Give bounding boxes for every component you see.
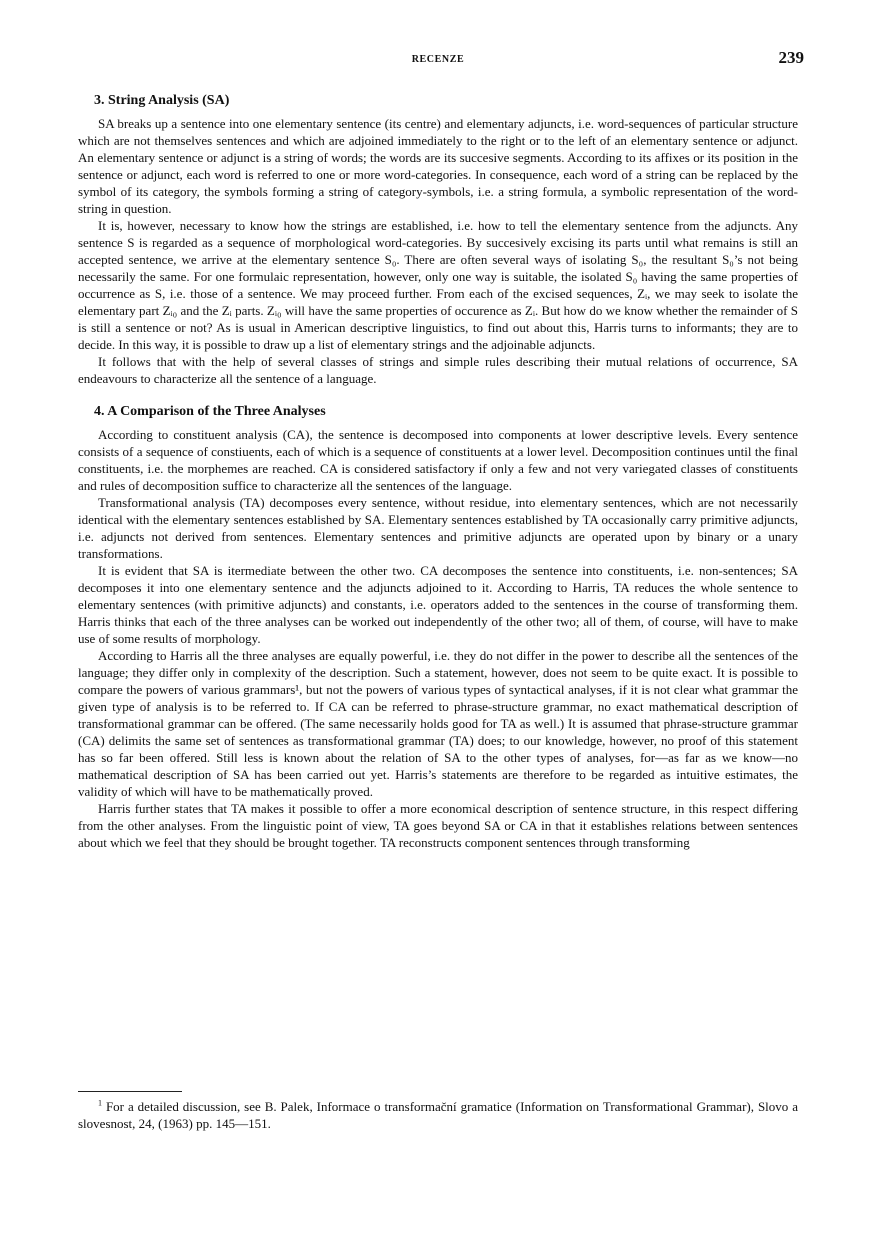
- paragraph: It is evident that SA is itermediate between the other two. CA decomposes the sentence into constituents, i.e. non-sentences; SA decomposes it into one elementary sentence and the adjuncts adjoined to it. According to Harris, TA reduces the whole sentence to elementary sentences (with primitive adjuncts) and constants, i.e. operators added to the sentences in the course of transforming them. Harris thinks that each of the three analyses can be worked out independently of the other two; all of them, of course, will have to make use of some results of morphology.: [78, 563, 798, 646]
- page-number: 239: [778, 48, 804, 67]
- paragraph: According to Harris all the three analyses are equally powerful, i.e. they do not differ in the power to describe all the sentences of the language; they differ only in complexity of the description. Such a statement, however, does not seem to be quite exact. It is possible to compare the powers of various grammars¹, but not the powers of various types of syntactical analyses, if it is not clear what grammar the given type of analysis is to be referred to. If CA can be referred to phrase-structure grammar, no exact mathematical description of transformational grammar can be offered. (The same necessarily holds good for TA as well.) It is assumed that phrase-structure grammar (CA) delimits the same set of sentences as transformational grammar (TA) does; to our knowledge, however, no proof of this statement has so far been offered. Still less is known about the relation of SA to the other types of analyses, for—as far as we know—no mathematical description of SA has been carried out yet. Harris’s statements are therefore to be regarded as intuitive estimates, the validity of which will have to be mathematically proved.: [78, 648, 798, 799]
- paragraph: It is, however, necessary to know how the strings are established, i.e. how to tell the elementary sentence from the adjuncts. Any sentence S is regarded as a sequence of morphological word-categories. By succesively excising its parts until what remains is still an accepted sentence, we arrive at the elementary sentence S₀. There are often several ways of isolating S₀, the resultant S₀’s not being necessarily the same. For one formulaic representation, however, only one way is suitable, the isolated S₀ having the same properties of occurrence as S, i.e. those of a sentence. We may proceed further. From each of the excised sequences, Zᵢ, we may seek to isolate the elementary part Zᵢ₀ and the Zᵢ parts. Zᵢ₀ will have the same properties of occurence as Zᵢ. But how do we know whether the remainder of S is still a sentence or not? As is usual in American descriptive linguistics, to find out about this, Harris turns to informants; they are to decide. In this way, it is possible to draw up a list of elementary strings and the adjoinable adjuncts.: [78, 218, 798, 352]
- section-heading: 4. A Comparison of the Three Analyses: [94, 404, 326, 419]
- footnote-rule: [78, 1091, 182, 1092]
- paragraph: It follows that with the help of several classes of strings and simple rules describing their mutual relations of occurrence, SA endeavours to characterize all the sentence of a language.: [78, 354, 798, 386]
- footnote-text: For a detailed discussion, see B. Palek, Informace o transformační gramatice (Information on Transformational Grammar), Slovo a slovesnost, 24, (1963) pp. 145—151.: [78, 1099, 798, 1131]
- running-head: [78, 48, 804, 70]
- paragraph: Transformational analysis (TA) decomposes every sentence, without residue, into elementary sentences, which are not necessarily identical with the elementary sentences established by SA. Elementary sentences established by TA occasionally carry primitive adjuncts, i.e. adjuncts not derived from sentences. Elementary sentences and primitive adjuncts are operated upon by binary or a unary transformations.: [78, 495, 798, 561]
- body-column: [78, 92, 798, 851]
- paragraph: Harris further states that TA makes it possible to offer a more economical description of sentence structure, in this respect differing from the other analyses. From the linguistic point of view, TA goes beyond SA or CA in that it establishes relations between sentences about which we feel that they should be brought together. TA reconstructs component sentences through transforming: [78, 801, 798, 850]
- paragraph: SA breaks up a sentence into one elementary sentence (its centre) and elementary adjuncts, i.e. word-sequences of particular structure which are not themselves sentences and which are adjoined immediately to the right or to the left of an elementary sentence or adjunct. An elementary sentence or adjunct is a string of words; the words are its succesive segments. According to its affixes or its position in the sentence or adjunct, each word is referred to one or more word-categories. In consequence, each word of a string can be replaced by the symbol of its category, the symbols forming a string of category-symbols, i.e. a string formula, a symbolic representation of the word-string in question.: [78, 116, 798, 216]
- footnote: [78, 1098, 798, 1132]
- section-comparison: [78, 403, 798, 851]
- section-heading: 3. String Analysis (SA): [94, 93, 230, 108]
- running-title: RECENZE: [411, 54, 465, 65]
- paragraph: According to constituent analysis (CA), the sentence is decomposed into components at lower descriptive levels. Every sentence consists of a sequence of constiuents, each of which is a sequence of constituents at a lower level. Decomposition continues until the final constituents, i.e. the morphemes are reached. CA is considered satisfactory if only a few and not very variegated classes of constituents and rules of decomposition suffice to characterize all the sentences of the language.: [78, 427, 798, 493]
- section-string-analysis: [78, 92, 798, 387]
- footnote-marker: 1: [98, 1098, 102, 1108]
